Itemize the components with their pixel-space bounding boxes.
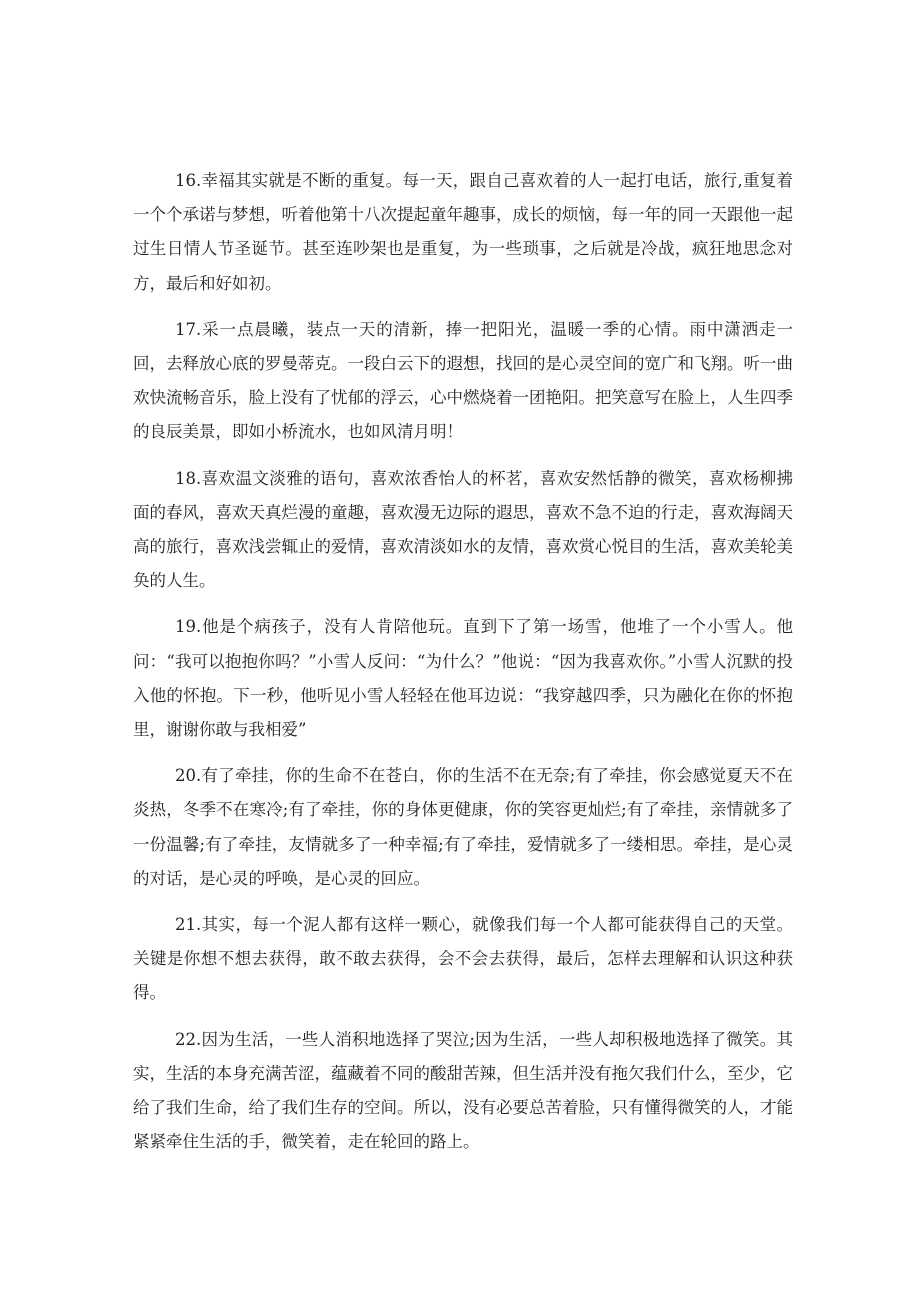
paragraph-21 [133, 908, 793, 1011]
paragraph-16 [133, 164, 793, 301]
paragraph-number: 18 [175, 468, 196, 488]
paragraph-number: 17 [175, 319, 196, 339]
paragraph-text: .喜欢温文淡雅的语句，喜欢浓香怡人的杯茗，喜欢安然恬静的微笑，喜欢杨柳拂面的春风，喜欢天真烂漫的童趣，喜欢漫无边际的遐思，喜欢不急不迫的行走，喜欢海阔天高的旅行，喜欢浅尝辄止的爱情，喜欢清淡如水的友情，喜欢赏心悦目的生活，喜欢美轮美奂的人生。 [133, 468, 793, 591]
paragraph-text: .他是个病孩子，没有人肯陪他玩。直到下了第一场雪，他堆了一个小雪人。他问：“我可以抱抱你吗？”小雪人反问：“为什么？”他说：“因为我喜欢你。”小雪人沉默的投入他的怀抱。下一秒，他听见小雪人轻轻在他耳边说：“我穿越四季，只为融化在你的怀抱里，谢谢你敢与我相爱” [133, 617, 793, 740]
paragraph-text: .因为生活，一些人消积地选择了哭泣;因为生活，一些人却积极地选择了微笑。其实，生活的本身充满苦涩，蕴藏着不同的酸甜苦辣，但生活并没有拖欠我们什么，至少，它给了我们生命，给了我们生存的空间。所以，没有必要总苦着脸，只有懂得微笑的人，才能紧紧牵住生活的手，微笑着，走在轮回的路上。 [133, 1029, 793, 1152]
paragraph-number: 20 [175, 766, 196, 786]
paragraph-17 [133, 313, 793, 450]
paragraph-22 [133, 1023, 793, 1160]
paragraph-text: .幸福其实就是不断的重复。每一天，跟自己喜欢着的人一起打电话，旅行,重复着一个个承诺与梦想，听着他第十八次提起童年趣事，成长的烦恼，每一年的同一天跟他一起过生日情人节圣诞节。甚至连吵架也是重复，为一些琐事，之后就是冷战，疯狂地思念对方，最后和好如初。 [133, 171, 793, 293]
paragraph-text: .采一点晨曦，装点一天的清新，捧一把阳光，温暖一季的心情。雨中潇洒走一回，去释放心底的罗曼蒂克。一段白云下的遐想，找回的是心灵空间的宽广和飞翔。听一曲欢快流畅音乐，脸上没有了忧郁的浮云，心中燃烧着一团艳阳。把笑意写在脸上，人生四季的良辰美景，即如小桥流水，也如风清月明！ [133, 319, 793, 442]
paragraph-number: 16 [175, 171, 196, 190]
paragraph-text: .有了牵挂，你的生命不在苍白，你的生活不在无奈;有了牵挂，你会感觉夏天不在炎热，冬季不在寒冷;有了牵挂，你的身体更健康，你的笑容更灿烂;有了牵挂，亲情就多了一份温馨;有了牵挂，友情就多了一种幸福;有了牵挂，爱情就多了一缕相思。牵挂，是心灵的对话，是心灵的呼唤，是心灵的回应。 [133, 766, 793, 888]
paragraph-number: 21 [175, 915, 196, 935]
paragraph-18 [133, 462, 793, 599]
document-body [133, 164, 793, 1171]
paragraph-number: 22 [175, 1029, 196, 1049]
paragraph-19 [133, 610, 793, 747]
paragraph-number: 19 [175, 617, 196, 637]
paragraph-text: .其实，每一个泥人都有这样一颗心，就像我们每一个人都可能获得自己的天堂。关键是你想不想去获得，敢不敢去获得，会不会去获得，最后，怎样去理解和认识这种获得。 [133, 915, 793, 1003]
paragraph-20 [133, 759, 793, 896]
